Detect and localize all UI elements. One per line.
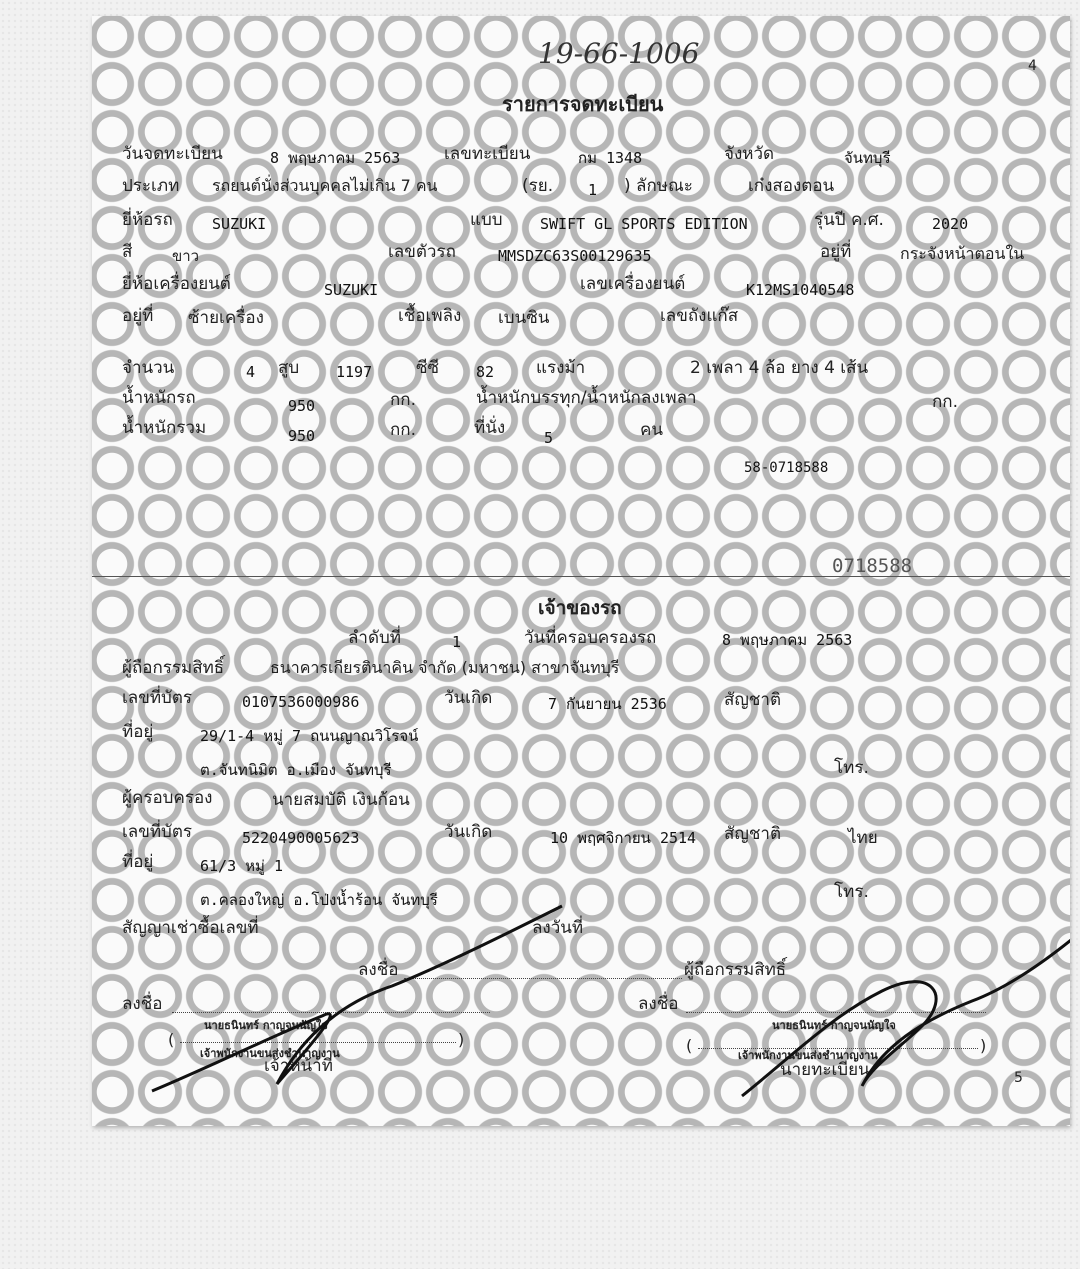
gross-weight-value: 950 [288,427,316,445]
signatures [92,16,1070,1126]
holder-nationality-value: ไทย [848,828,878,848]
province-value: จันทบุรี [844,149,891,167]
load-unit: กก. [932,392,958,412]
owner-address-line1: 29/1-4 หมู่ 7 ถนนญาณวิโรจน์ [200,727,419,745]
officer2-open-paren: ( [686,1036,693,1055]
officer1-close-paren: ) [458,1030,465,1049]
order-value: 1 [452,633,462,651]
holder-birth-label: วันเกิด [444,822,493,842]
registration-document [92,16,1070,1126]
officer1-signature [152,906,562,1091]
officer1-name: นายธนินทร์ กาญจนนัญใจ [204,1019,328,1032]
chassis-location-value: กระจังหน้าตอนใน [900,244,1025,263]
hp-label: แรงม้า [536,358,586,378]
color-label: สี [122,242,133,262]
owner-nationality-label: สัญชาติ [724,690,781,710]
lease-date-label: ลงวันที่ [532,918,584,938]
brand-value: SUZUKI [212,215,267,233]
possession-date-label: วันที่ครอบครองรถ [524,628,657,648]
possession-date-value: 8 พฤษภาคม 2563 [722,631,853,649]
cylinders-label: สูบ [278,358,300,378]
brand-label: ยี่ห้อรถ [122,210,173,230]
owner-tel-label: โทร. [834,758,869,778]
owner-birth-value: 7 กันยายน 2536 [548,695,667,713]
seats-unit: คน [640,420,663,440]
owner-sign-role: ผู้ถือกรรมสิทธิ์ [684,960,787,980]
type-label: ประเภท [122,176,180,196]
seats-label: ที่นั่ง [474,418,506,438]
owner-address-label: ที่อยู่ [122,722,154,742]
form-serial: 58-0718588 [744,460,829,476]
engine-number-label: เลขเครื่องยนต์ [580,274,686,294]
engine-brand-value: SUZUKI [324,281,379,299]
holder-id-label: เลขที่บัตร [122,822,193,842]
fuel-value: เบนซิน [498,308,550,328]
character-value: เก๋งสองตอน [748,176,835,196]
plate-label: เลขทะเบียน [444,144,531,164]
fold-serial: 0718588 [832,555,913,577]
holder-address-line2: ต.คลองใหญ่ อ.โป่งน้ำร้อน จันทบุรี [200,891,438,909]
holder-nationality-label: สัญชาติ [724,824,781,844]
page-number-top: 4 [1028,58,1037,74]
weight-unit: กก. [390,390,416,410]
engine-brand-label: ยี่ห้อเครื่องยนต์ [122,274,231,294]
character-label: ) ลักษณะ [624,176,693,196]
model-year-value: 2020 [932,215,969,233]
cc-label: ซีซี [416,358,440,378]
model-value: SWIFT GL SPORTS EDITION [540,215,748,233]
weight-value: 950 [288,397,316,415]
chassis-value: MMSDZC63S00129635 [498,247,652,265]
seats-value: 5 [544,429,554,447]
load-label: น้ำหนักบรรทุก/น้ำหนักลงเพลา [476,388,697,408]
gas-tank-label: เลขถังแก๊ส [660,306,739,326]
holder-id-value: 5220490005623 [242,829,360,847]
handwritten-reference: 19-66-1006 [538,37,700,70]
holder-value: นายสมบัติ เงินก้อน [272,790,410,810]
page-number-bottom: 5 [1014,1070,1023,1086]
weight-label: น้ำหนักรถ [122,388,196,408]
color-value: ขาว [172,247,200,265]
fuel-label: เชื้อเพลิง [398,306,462,326]
gross-weight-label: น้ำหนักรวม [122,418,207,438]
owner-id-value: 0107536000986 [242,693,360,711]
holder-address-line1: 61/3 หมู่ 1 [200,857,283,875]
officer2-name: นายธนินทร์ กาญจนนัญใจ [772,1019,896,1032]
count-label: จำนวน [122,358,175,378]
officer1-sign-label: ลงชื่อ [122,994,163,1014]
officer1-role: เจ้าหน้าที่ [264,1056,333,1076]
holder-address-label: ที่อยู่ [122,852,154,872]
officer1-position: เจ้าพนักงานขนส่งชำนาญงาน [200,1047,340,1060]
holder-birth-value: 10 พฤศจิกายน 2514 [550,829,697,847]
lease-contract-label: สัญญาเช่าซื้อเลขที่ [122,918,259,938]
hp-value: 82 [476,363,495,381]
model-year-label: รุ่นปี ค.ศ. [814,210,884,230]
owner-birth-label: วันเกิด [444,688,493,708]
section-title-registration: รายการจดทะเบียน [502,92,664,116]
type-value: รถยนต์นั่งส่วนบุคคลไม่เกิน 7 คน [212,176,438,195]
officer1-open-paren: ( [168,1030,175,1049]
chassis-label: เลขตัวรถ [388,242,456,262]
officer2-role: นายทะเบียน [780,1060,870,1080]
holder-tel-label: โทร. [834,882,869,902]
owner-value: ธนาคารเกียรตินาคิน จำกัด (มหาชน) สาขาจันทบุรี [270,658,620,677]
province-label: จังหวัด [724,144,775,164]
owner-label: ผู้ถือกรรมสิทธิ์ [122,658,225,678]
owner-address-line2: ต.จันทนิมิต อ.เมือง จันทบุรี [200,761,392,779]
reg-date-label: วันจดทะเบียน [122,144,223,164]
engine-location-label: อยู่ที่ [122,306,154,326]
engine-location-value: ซ้ายเครื่อง [188,308,264,328]
chassis-location-label: อยู่ที่ [820,242,852,262]
holder-label: ผู้ครอบครอง [122,788,213,808]
rya-label: (รย. [522,176,554,196]
plate-value: กม 1348 [578,149,643,167]
axle-wheels-value: 2 เพลา 4 ล้อ ยาง 4 เส้น [690,358,869,378]
officer2-position: เจ้าพนักงานขนส่งชำนาญงาน [738,1049,878,1062]
officer2-sign-label: ลงชื่อ [638,994,679,1014]
section-title-owner: เจ้าของรถ [538,597,622,619]
cylinders-value: 4 [246,363,256,381]
owner-sign-label: ลงชื่อ [358,960,399,980]
engine-number-value: K12MS1040548 [746,281,855,299]
order-label: ลำดับที่ [348,628,402,648]
officer2-signature [742,931,1070,1096]
model-label: แบบ [470,210,503,230]
reg-date-value: 8 พฤษภาคม 2563 [270,149,401,167]
rya-value: 1 [588,181,598,199]
officer2-close-paren: ) [980,1036,987,1055]
cc-value: 1197 [336,363,373,381]
owner-id-label: เลขที่บัตร [122,688,193,708]
gross-weight-unit: กก. [390,420,416,440]
